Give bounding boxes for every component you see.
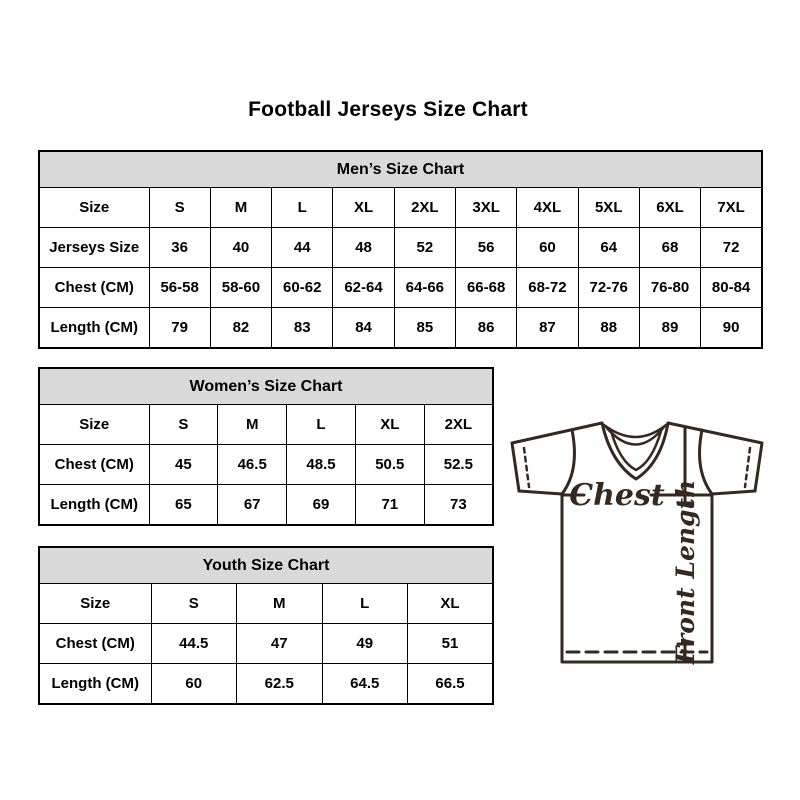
value-cell: 72 [701,228,762,268]
value-cell: 44.5 [151,624,237,664]
row-label: Length (CM) [39,308,149,349]
value-cell: 45 [149,445,218,485]
value-cell: 82 [210,308,271,349]
value-cell: 85 [394,308,455,349]
value-cell: 60-62 [272,268,333,308]
jersey-right-sleeve-seam [700,430,712,494]
value-cell: 80-84 [701,268,762,308]
page-title: Football Jerseys Size Chart [248,98,528,121]
jersey-left-cuff-stitch-dash [524,448,529,487]
value-cell: 72-76 [578,268,639,308]
value-cell: 56-58 [149,268,210,308]
value-cell: 84 [333,308,394,349]
value-cell: 62.5 [237,664,323,705]
value-cell: 48 [333,228,394,268]
jersey-right-sleeve-underedge [712,491,755,494]
row-label: Size [39,584,151,624]
womens-size-chart-table [38,367,494,526]
value-cell: 4XL [517,188,578,228]
value-cell: 83 [272,308,333,349]
youth-size-chart-table [38,546,494,705]
value-cell: L [272,188,333,228]
jersey-measurement-diagram [505,415,770,670]
table-row [39,664,493,705]
value-cell: 66-68 [455,268,516,308]
value-cell: 71 [355,485,424,526]
value-cell: 64-66 [394,268,455,308]
front-length-label: Front Length [671,479,700,665]
value-cell: S [149,188,210,228]
value-cell: 79 [149,308,210,349]
value-cell: 47 [237,624,323,664]
value-cell: 36 [149,228,210,268]
value-cell: 46.5 [218,445,287,485]
value-cell: 60 [151,664,237,705]
table-row [39,188,762,228]
value-cell: 6XL [639,188,700,228]
row-label: Chest (CM) [39,268,149,308]
value-cell: XL [333,188,394,228]
value-cell: 64.5 [322,664,408,705]
value-cell: 64 [578,228,639,268]
value-cell: 65 [149,485,218,526]
value-cell: 44 [272,228,333,268]
value-cell: 87 [517,308,578,349]
row-label: Jerseys Size [39,228,149,268]
value-cell: 52 [394,228,455,268]
value-cell: 62-64 [333,268,394,308]
table-row [39,405,493,445]
row-label: Length (CM) [39,664,151,705]
table-row [39,584,493,624]
value-cell: 68 [639,228,700,268]
value-cell: 49 [322,624,408,664]
value-cell: 5XL [578,188,639,228]
value-cell: 2XL [394,188,455,228]
table-row [39,624,493,664]
value-cell: 67 [218,485,287,526]
table-row [39,308,762,349]
value-cell: 76-80 [639,268,700,308]
table-row [39,445,493,485]
value-cell: S [149,405,218,445]
value-cell: S [151,584,237,624]
value-cell: L [287,405,356,445]
value-cell: 58-60 [210,268,271,308]
value-cell: 56 [455,228,516,268]
value-cell: 48.5 [287,445,356,485]
value-cell: 7XL [701,188,762,228]
value-cell: 86 [455,308,516,349]
value-cell: 73 [424,485,493,526]
value-cell: XL [408,584,494,624]
value-cell: L [322,584,408,624]
table-row [39,485,493,526]
value-cell: M [210,188,271,228]
value-cell: 66.5 [408,664,494,705]
value-cell: 51 [408,624,494,664]
value-cell: 2XL [424,405,493,445]
value-cell: 40 [210,228,271,268]
jersey-right-cuff-stitch-dash [745,448,750,487]
table-row [39,268,762,308]
table-row [39,228,762,268]
row-label: Chest (CM) [39,624,151,664]
mens-size-chart-table [38,150,763,349]
value-cell: 90 [701,308,762,349]
jersey-left-sleeve-underedge [519,491,562,494]
row-label: Size [39,188,149,228]
value-cell: M [237,584,323,624]
table-title-band: Women’s Size Chart [39,368,493,405]
row-label: Size [39,405,149,445]
value-cell: 3XL [455,188,516,228]
row-label: Chest (CM) [39,445,149,485]
value-cell: 60 [517,228,578,268]
value-cell: 52.5 [424,445,493,485]
value-cell: 89 [639,308,700,349]
value-cell: XL [355,405,424,445]
chest-label: Chest [569,478,665,513]
value-cell: M [218,405,287,445]
value-cell: 68-72 [517,268,578,308]
value-cell: 88 [578,308,639,349]
value-cell: 50.5 [355,445,424,485]
row-label: Length (CM) [39,485,149,526]
value-cell: 69 [287,485,356,526]
table-title-band: Youth Size Chart [39,547,493,584]
table-title-band: Men’s Size Chart [39,151,762,188]
